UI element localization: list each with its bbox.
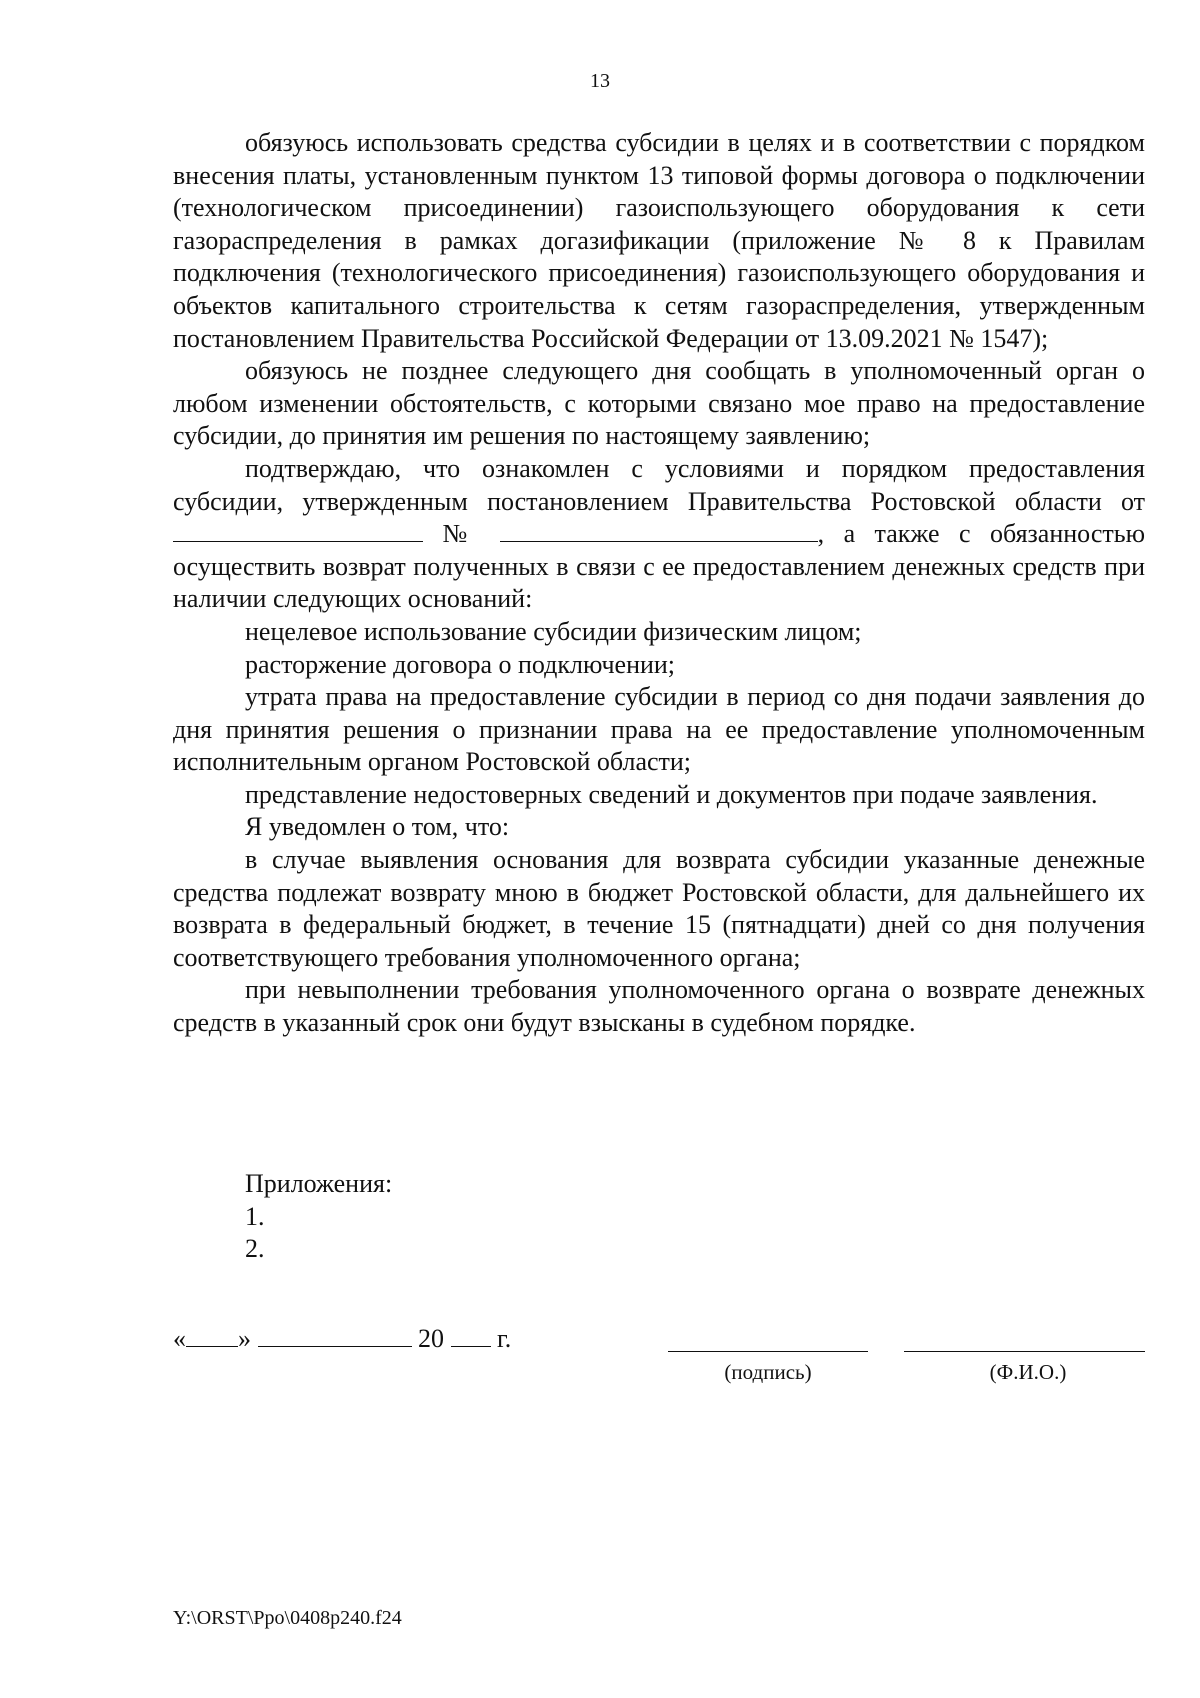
signature-block [173, 1320, 1145, 1400]
paragraph-loss-of-right: утрата права на предоставление субсидии в период со дня подачи заявления до дня принятия решения о признании права на ее предоставление уполномоченным исполнительным органом Ростовской области; [173, 682, 1145, 777]
paragraph-misuse: нецелевое использование субсидии физическим лицом; [245, 616, 862, 646]
month-blank[interactable] [258, 1320, 412, 1347]
file-path-footer: Y:\ORST\Ppo\0408p240.f24 [173, 1607, 402, 1629]
annex-item-2: 2. [245, 1234, 265, 1264]
paragraph-notified: Я уведомлен о том, что: [245, 812, 510, 842]
year-suffix: г. [497, 1324, 512, 1353]
annex-title: Приложения: [245, 1169, 393, 1198]
annex-list [245, 1168, 392, 1266]
year-prefix: 20 [418, 1324, 444, 1353]
date-open-quote: « [173, 1324, 186, 1353]
paragraph-false-info: представление недостоверных сведений и документов при подаче заявления. [245, 779, 1098, 809]
paragraph-notify-changes: обязуюсь не позднее следующего дня сообщать в уполномоченный орган о любом изменении обстоятельств, с которыми связано мое право на предоставление субсидии, до принятия им решения по настоящему заявлению; [173, 356, 1145, 451]
day-blank[interactable] [186, 1320, 238, 1347]
full-name-line[interactable] [904, 1350, 1145, 1352]
confirm-terms-end: , а также с обязанностью осуществить возврат полученных в связи с ее предоставлением денежных средств при наличии следующих оснований: [173, 519, 1146, 614]
signature-caption: (подпись) [724, 1360, 812, 1384]
paragraph-contract-termination: расторжение договора о подключении; [245, 649, 676, 679]
year-blank[interactable] [451, 1320, 491, 1347]
decree-number-blank[interactable] [500, 540, 818, 542]
paragraph-confirm-terms [173, 453, 1145, 616]
paragraph-court-recovery: при невыполнении требования уполномоченного органа о возврате денежных средств в указанный срок они будут взысканы в судебном порядке. [173, 975, 1145, 1038]
signature-line[interactable] [668, 1350, 868, 1352]
annex-item-1: 1. [245, 1201, 265, 1231]
decree-date-blank[interactable] [173, 540, 423, 542]
page-number: 13 [590, 70, 610, 92]
paragraph-use-subsidy: обязуюсь использовать средства субсидии в целях и в соответствии с порядком внесения платы, установленным пунктом 13 типовой формы договора о подключении (технологическом присоединении) газоиспользующего оборудования к сети газораспределения в рамках догазификации (приложение № 8 к Правилам подключения (технологического присоединения) газоиспользующего оборудования и объектов капитального строительства к сетям газораспределения, утвержденным постановлением Правительства Российской Федерации от 13.09.2021 № 1547); [173, 128, 1145, 353]
document-body [173, 127, 1145, 1040]
confirm-terms-start: подтверждаю, что ознакомлен с условиями и порядком предоставления субсидии, утвержденным постановлением Правительства Ростовской области от [173, 453, 1145, 516]
date-field [173, 1320, 511, 1354]
full-name-caption: (Ф.И.О.) [989, 1360, 1067, 1384]
confirm-terms-number-sign: № [423, 519, 500, 549]
paragraph-refund-terms: в случае выявления основания для возврата субсидии указанные денежные средства подлежат возврату мною в бюджет Ростовской области, для дальнейшего их возврата в федеральный бюджет, в течение 15 (пятнадцати) дней со дня получения соответствующего требования уполномоченного органа; [173, 845, 1145, 972]
date-close-quote: » [238, 1324, 251, 1353]
